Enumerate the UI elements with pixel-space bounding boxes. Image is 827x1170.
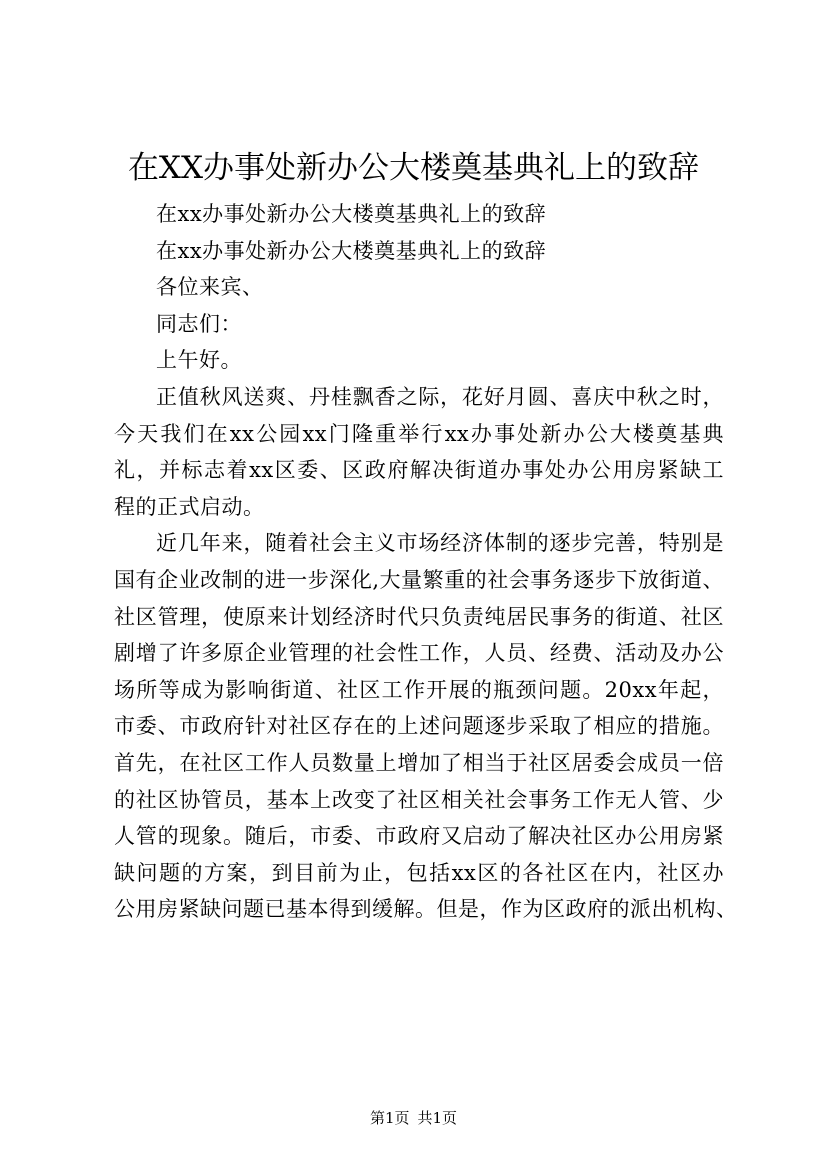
text-line: 在xx办事处新办公大楼奠基典礼上的致辞 [156,238,547,263]
document-title: 在XX办事处新办公大楼奠基典礼上的致辞 [127,150,700,186]
document-body [114,196,738,928]
text-line: 上午好。 [156,348,242,373]
page-total: 共1页 [417,1109,458,1127]
text-line: 同志们： [156,311,242,336]
text-line: 在xx办事处新办公大楼奠基典礼上的致辞 [156,202,547,226]
text-line: 礼，并标志着xx区委、区政府解决街道办事处办公用房紧缺工 [114,458,724,483]
text-line: 程的正式启动。 [114,494,265,519]
text-line: 各位来宾、 [156,275,264,300]
page-footer [0,1108,827,1128]
text-line: 的社区协管员，基本上改变了社区相关社会事务工作无人管、少 [114,787,724,812]
text-line: 国有企业改制的进一步深化,大量繁重的社会事务逐步下放街道、 [114,567,724,592]
text-line: 首先，在社区工作人员数量上增加了相当于社区居委会成员一倍 [114,750,724,775]
page-number: 第1页 [369,1109,410,1127]
text-line: 剧增了许多原企业管理的社会性工作，人员、经费、活动及办公 [114,641,724,666]
text-line: 场所等成为影响街道、社区工作开展的瓶颈问题。20xx年起， [114,677,724,702]
text-line: 今天我们在xx公园xx门隆重举行xx办事处新办公大楼奠基典 [114,421,724,446]
text-line: 人管的现象。随后，市委、市政府又启动了解决社区办公用房紧 [114,824,724,849]
text-line: 市委、市政府针对社区存在的上述问题逐步采取了相应的措施。 [114,714,724,739]
text-line: 缺问题的方案，到目前为止，包括xx区的各社区在内，社区办 [114,860,724,885]
text-line: 近几年来，随着社会主义市场经济体制的逐步完善，特别是 [156,531,724,556]
text-line: 社区管理，使原来计划经济时代只负责纯居民事务的街道、社区 [114,604,724,629]
text-line: 公用房紧缺问题已基本得到缓解。但是，作为区政府的派出机构、 [114,897,738,922]
text-line: 正值秋风送爽、丹桂飘香之际，花好月圆、喜庆中秋之时， [156,384,724,409]
